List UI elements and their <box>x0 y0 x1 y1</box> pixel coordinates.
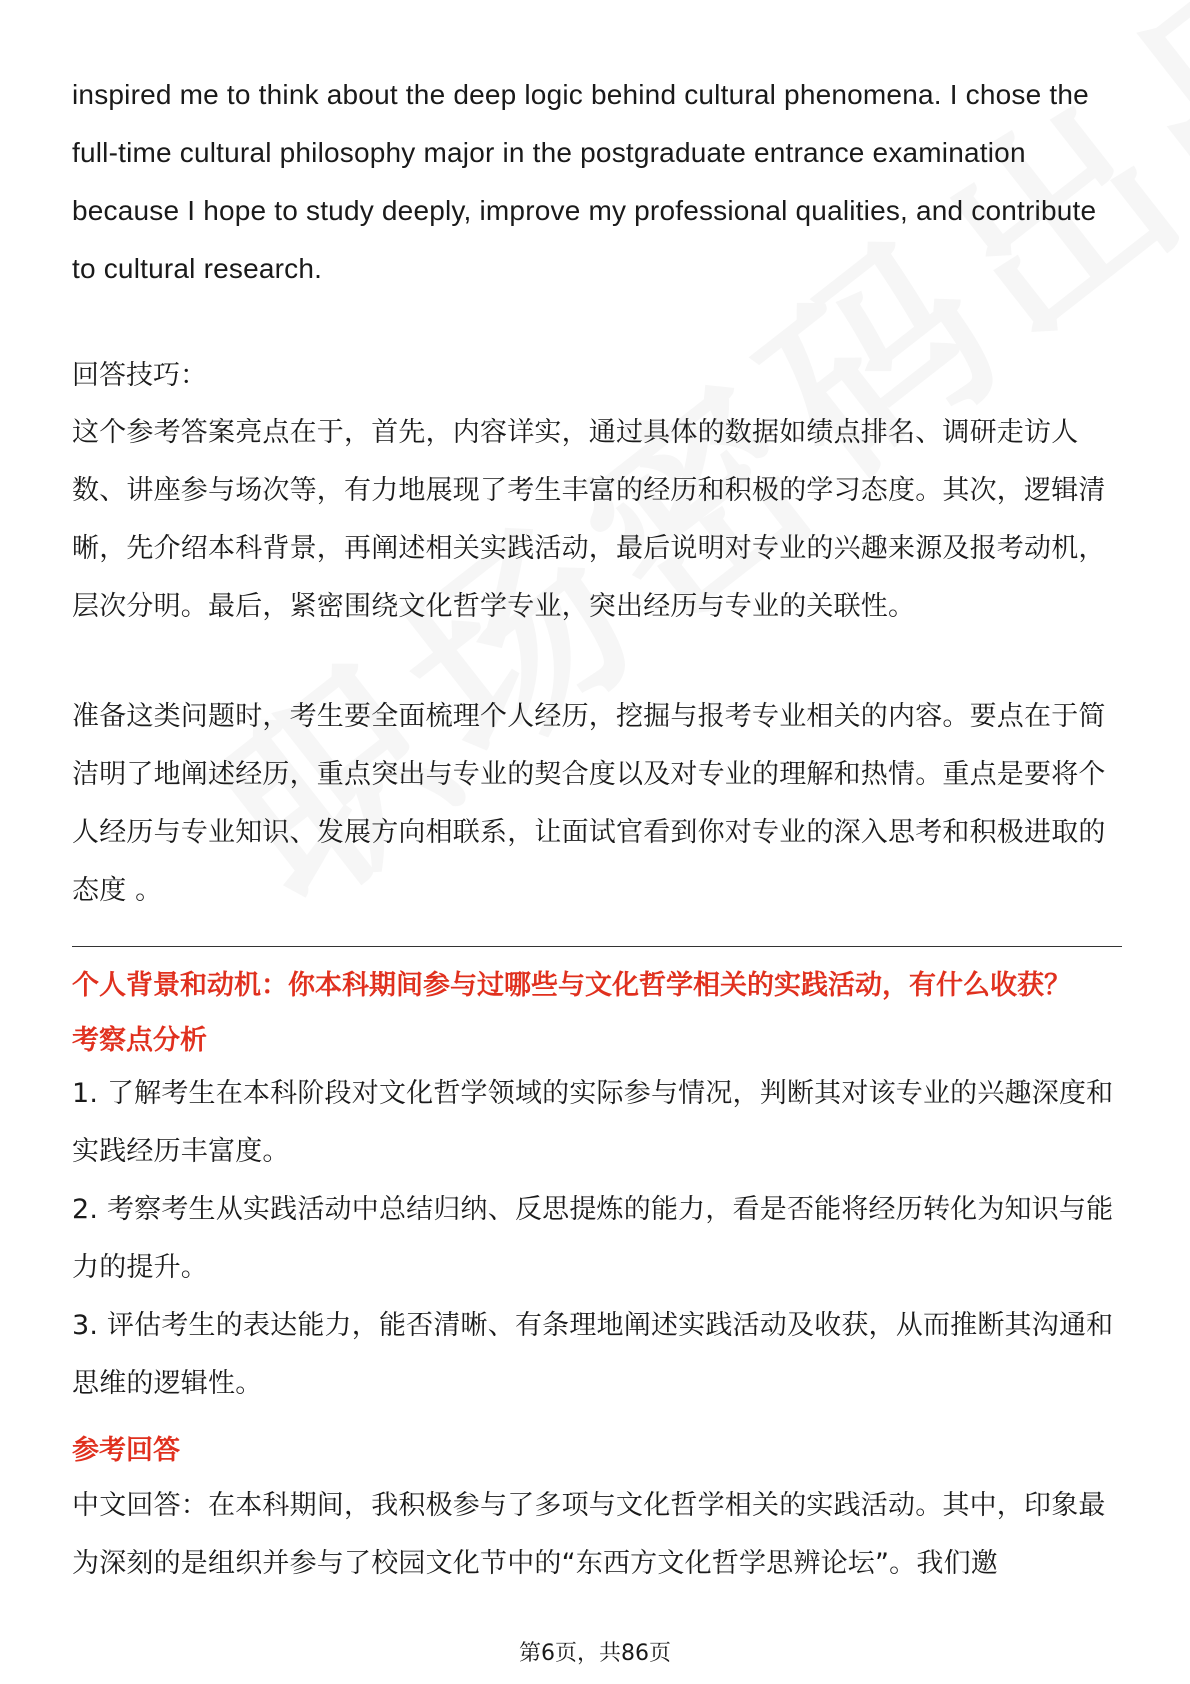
tips-paragraph-1: 这个参考答案亮点在于，首先，内容详实，通过具体的数据如绩点排名、调研走访人数、讲座参与场次等，有力地展现了考生丰富的经历和积极的学习态度。其次，逻辑清晰，先介绍本科背景，再阐述相关实践活动，最后说明对专业的兴趣来源及报考动机，层次分明。最后，紧密围绕文化哲学专业，突出经历与专业的关联性。 <box>72 417 1106 622</box>
reference-heading: 参考回答 <box>72 1435 180 1466</box>
analysis-point-3: 3. 评估考生的表达能力，能否清晰、有条理地阐述实践活动及收获，从而推断其沟通和思维的逻辑性。 <box>72 1310 1114 1399</box>
analysis-heading: 考察点分析 <box>72 1025 207 1056</box>
question-title: 个人背景和动机：你本科期间参与过哪些与文化哲学相关的实践活动，有什么收获？ <box>72 970 1071 1001</box>
reference-answer-cn: 中文回答：在本科期间，我积极参与了多项与文化哲学相关的实践活动。其中，印象最为深刻的是组织并参与了校园文化节中的“东西方文化哲学思辨论坛”。我们邀 <box>72 1490 1106 1579</box>
analysis-point-1: 1. 了解考生在本科阶段对文化哲学领域的实际参与情况，判断其对该专业的兴趣深度和实践经历丰富度。 <box>72 1078 1114 1167</box>
tips-label: 回答技巧： <box>72 360 207 391</box>
intro-english-paragraph: inspired me to think about the deep logic behind cultural phenomena. I chose the full-time cultural philosophy major in the postgraduate entrance examination because I hope to study deeply, improve my professional qualities, and contribute to cultural research. <box>72 79 1097 284</box>
document-page <box>72 66 1122 1593</box>
tips-paragraph-2: 准备这类问题时，考生要全面梳理个人经历，挖掘与报考专业相关的内容。要点在于简洁明了地阐述经历，重点突出与专业的契合度以及对专业的理解和热情。重点是要将个人经历与专业知识、发展方向相联系，让面试官看到你对专业的深入思考和积极进取的态度 。 <box>72 701 1106 906</box>
page-indicator: 第6页，共86页 <box>519 1641 671 1666</box>
analysis-point-2: 2. 考察考生从实践活动中总结归纳、反思提炼的能力，看是否能将经历转化为知识与能力的提升。 <box>72 1194 1114 1283</box>
